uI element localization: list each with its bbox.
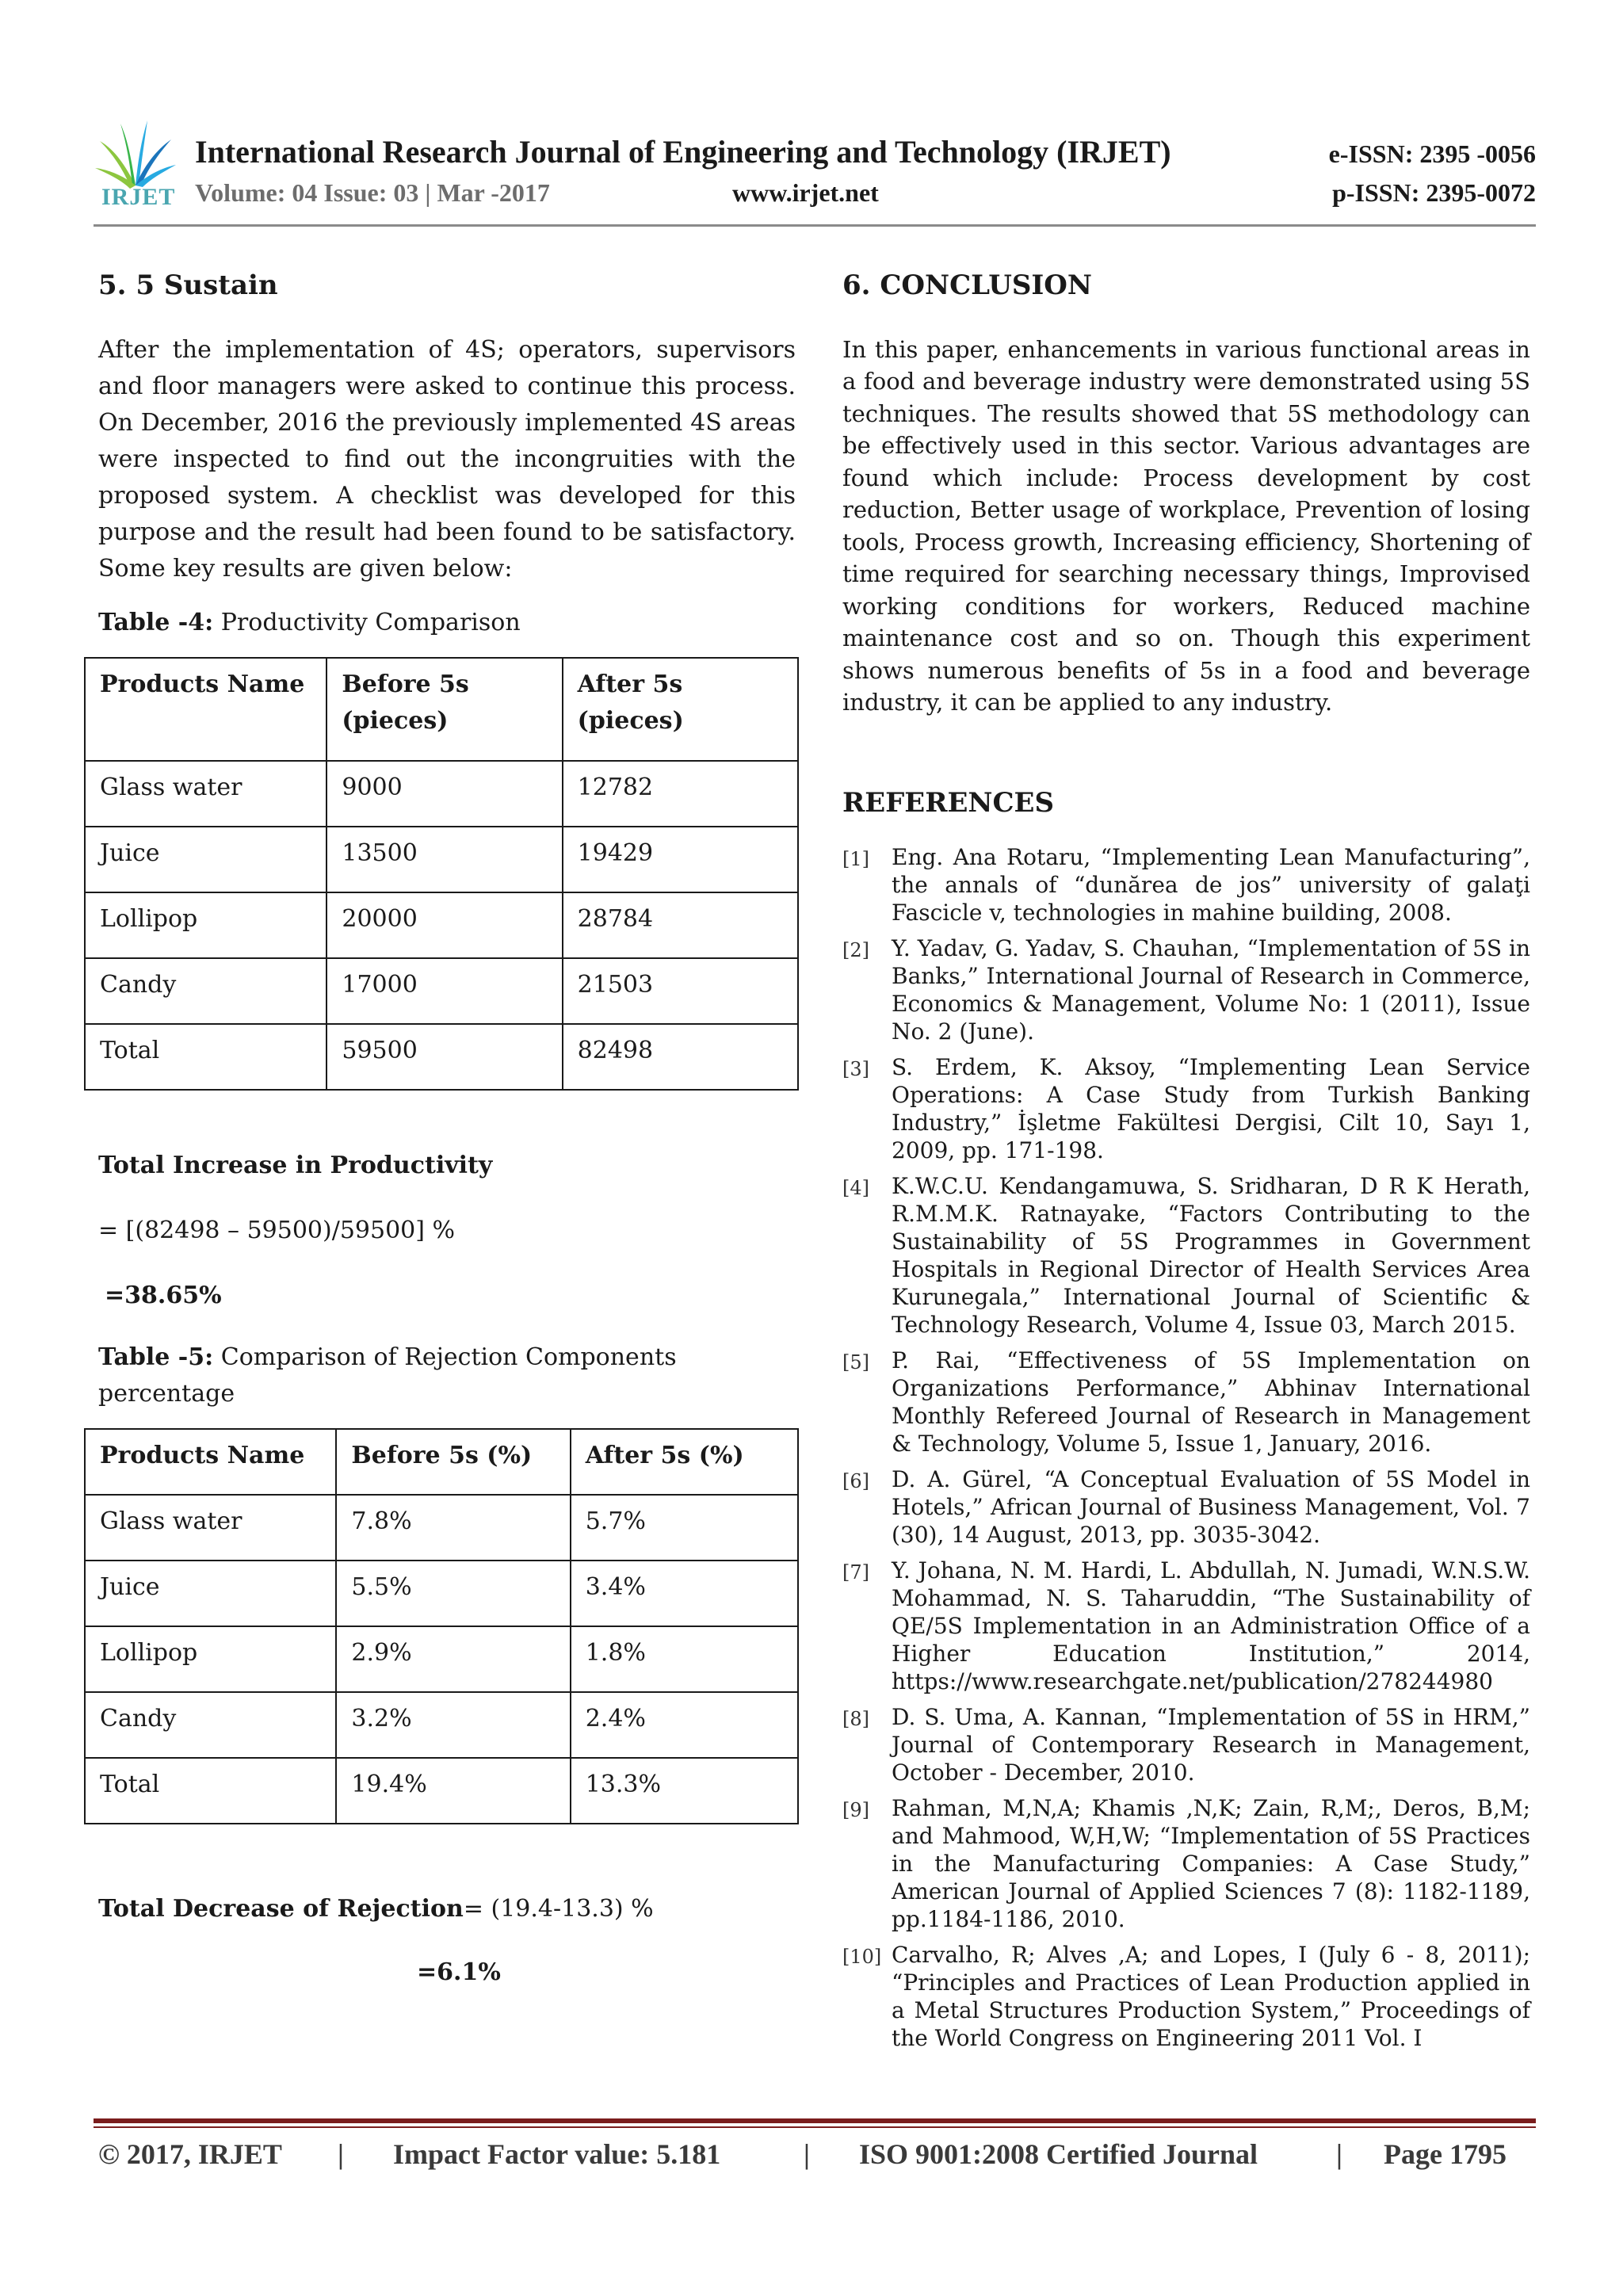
reference-item <box>842 1794 1530 1933</box>
footer-page-number: Page 1795 <box>1384 2138 1507 2170</box>
table-cell: 3.2% <box>336 1692 570 1758</box>
table-cell: Glass water <box>85 1495 336 1561</box>
reference-number: [10] <box>842 1945 882 1968</box>
table-cell: 19.4% <box>336 1758 570 1824</box>
footer-separator: | <box>338 2138 344 2170</box>
volume-issue: Volume: 04 Issue: 03 | Mar -2017 <box>195 178 550 207</box>
footer-divider <box>94 2118 1536 2123</box>
table-cell: Total <box>85 1758 336 1824</box>
table-header-cell: After 5s (%) <box>571 1429 798 1495</box>
table-cell: 2.4% <box>571 1692 798 1758</box>
table-cell: 9000 <box>327 761 562 827</box>
table-cell: Juice <box>85 827 327 892</box>
table-cell: 13.3% <box>571 1758 798 1824</box>
productivity-table <box>84 657 799 1091</box>
table-row <box>85 1626 798 1692</box>
reference-item <box>842 1703 1530 1786</box>
footer-separator: | <box>1336 2138 1342 2170</box>
table-cell: 1.8% <box>571 1626 798 1692</box>
table-cell: 7.8% <box>336 1495 570 1561</box>
reference-number: [5] <box>842 1350 869 1373</box>
rejection-formula: = (19.4-13.3) % <box>463 1894 654 1923</box>
reference-item <box>842 1172 1530 1339</box>
reference-text: Y. Johana, N. M. Hardi, L. Abdullah, N. Jumadi, W.N.S.W. Mohammad, N. S. Taharuddin, “The Sustainability of QE/5S Implementation in an Administration Office of a Higher Education Institution,” 2014, https://www.researchgate.net/publication/278244980 <box>892 1557 1530 1694</box>
reference-text: D. S. Uma, A. Kannan, “Implementation of 5S in HRM,” Journal of Contemporary Research in Management, October - December, 2010. <box>892 1703 1530 1786</box>
journal-website-link[interactable]: www.irjet.net <box>732 178 879 207</box>
reference-item <box>842 1941 1530 2052</box>
table5-caption <box>98 1339 796 1412</box>
table-row <box>85 958 798 1024</box>
table-cell: 5.5% <box>336 1561 570 1626</box>
table-cell: 82498 <box>563 1024 798 1090</box>
table-cell: 20000 <box>327 892 562 958</box>
journal-title: International Research Journal of Engineering and Technology (IRJET) <box>195 134 1171 170</box>
table-header-row <box>85 658 798 761</box>
reference-text: K.W.C.U. Kendangamuwa, S. Sridharan, D R K Herath, R.M.M.K. Ratnayake, “Factors Contributing to the Sustainability of 5S Programmes in Government Hospitals in Regional Director of Health Services Area Kurunegala,” International Journal of Scientific & Technology Research, Volume 4, Issue 03, March 2015. <box>892 1172 1530 1338</box>
reference-item <box>842 843 1530 926</box>
footer-divider-thin <box>94 2126 1536 2128</box>
table-row-total <box>85 1024 798 1090</box>
reference-text: Eng. Ana Rotaru, “Implementing Lean Manufacturing”, the annals of “dunărea de jos” university of galaţi Fascicle v, technologies in mahine building, 2008. <box>892 843 1530 926</box>
table-cell: 59500 <box>327 1024 562 1090</box>
rejection-summary <box>98 1891 796 1927</box>
table-cell: Candy <box>85 958 327 1024</box>
table-cell: 2.9% <box>336 1626 570 1692</box>
table-header-row <box>85 1429 798 1495</box>
table-row <box>85 761 798 827</box>
reference-number: [4] <box>842 1176 869 1199</box>
header-divider <box>94 224 1536 227</box>
footer-copyright: © 2017, IRJET <box>98 2138 282 2170</box>
table-cell: 3.4% <box>571 1561 798 1626</box>
table5-caption-text: Comparison of Rejection Components percentage <box>98 1343 677 1408</box>
table-cell: 21503 <box>563 958 798 1024</box>
section-heading-sustain: 5. 5 Sustain <box>98 269 278 301</box>
productivity-formula: = [(82498 – 59500)/59500] % <box>98 1216 456 1244</box>
reference-text: P. Rai, “Effectiveness of 5S Implementation on Organizations Performance,” Abhinav International Monthly Refereed Journal of Research in Management & Technology, Volume 5, Issue 1, January, 2016. <box>892 1347 1530 1457</box>
sustain-paragraph: After the implementation of 4S; operators, supervisors and floor managers were asked to continue this process. On December, 2016 the previously implemented 4S areas were inspected to find out the incongruities with the proposed system. A checklist was developed for this purpose and the result had been found to be satisfactory. Some key results are given below: <box>98 335 796 583</box>
table-cell: 19429 <box>563 827 798 892</box>
table-row <box>85 1561 798 1626</box>
table-row <box>85 1692 798 1758</box>
reference-list <box>842 843 1530 2052</box>
table5-caption-label: Table -5: <box>98 1343 214 1371</box>
section-heading-references: REFERENCES <box>842 786 1055 819</box>
table-cell: Lollipop <box>85 892 327 958</box>
reference-item <box>842 1557 1530 1695</box>
table-cell: Glass water <box>85 761 327 827</box>
reference-item <box>842 1053 1530 1164</box>
rejection-result: =6.1% <box>417 1958 501 1986</box>
reference-text: Rahman, M,N,A; Khamis ,N,K; Zain, R,M;, Deros, B,M; and Mahmood, W,H,W; “Implementation of 5S Practices in the Manufacturing Companies: A Case Study,” American Journal of Applied Sciences 7 (8): 1182-1189, pp.1184-1186, 2010. <box>892 1794 1530 1932</box>
table4-caption-text: Productivity Comparison <box>213 608 521 636</box>
table-row <box>85 1495 798 1561</box>
rejection-label: Total Decrease of Rejection <box>98 1894 464 1923</box>
reference-number: [8] <box>842 1707 869 1730</box>
table-header-cell: Products Name <box>85 658 327 761</box>
table-row <box>85 892 798 958</box>
table4-caption-label: Table -4: <box>98 608 214 636</box>
logo-text: IRJET <box>101 184 176 210</box>
reference-item <box>842 1347 1530 1457</box>
table-cell: 17000 <box>327 958 562 1024</box>
table-header-cell: Products Name <box>85 1429 336 1495</box>
page-header <box>94 111 1536 230</box>
table-cell: Lollipop <box>85 1626 336 1692</box>
e-issn: e-ISSN: 2395 -0056 <box>1328 139 1536 168</box>
reference-number: [6] <box>842 1469 869 1492</box>
reference-number: [3] <box>842 1057 869 1080</box>
reference-number: [1] <box>842 847 869 870</box>
productivity-heading: Total Increase in Productivity <box>98 1151 493 1179</box>
reference-item <box>842 1465 1530 1549</box>
reference-text: Carvalho, R; Alves ,A; and Lopes, I (July 6 - 8, 2011); “Principles and Practices of Lean Production applied in a Metal Structures Production System,” Proceedings of the World Congress on Engineering 2011 Vol. I <box>892 1941 1530 2051</box>
left-column <box>98 269 796 1991</box>
reference-text: Y. Yadav, G. Yadav, S. Chauhan, “Implementation of 5S in Banks,” International Journal of Research in Commerce, Economics & Management, Volume No: 1 (2011), Issue No. 2 (June). <box>892 934 1530 1045</box>
table-cell: Candy <box>85 1692 336 1758</box>
right-column <box>842 269 1530 2060</box>
p-issn: p-ISSN: 2395-0072 <box>1332 178 1536 207</box>
table-header-cell: After 5s (pieces) <box>563 658 798 761</box>
table-cell: Juice <box>85 1561 336 1626</box>
rejection-table <box>84 1428 799 1824</box>
table-cell: 12782 <box>563 761 798 827</box>
footer-impact-factor: Impact Factor value: 5.181 <box>393 2138 721 2170</box>
table-cell: 5.7% <box>571 1495 798 1561</box>
reference-number: [2] <box>842 938 869 961</box>
section-heading-conclusion: 6. CONCLUSION <box>842 269 1092 301</box>
reference-text: D. A. Gürel, “A Conceptual Evaluation of 5S Model in Hotels,” African Journal of Business Management, Vol. 7 (30), 14 August, 2013, pp. 3035-3042. <box>892 1465 1530 1548</box>
table4-caption <box>98 605 796 641</box>
conclusion-paragraph: In this paper, enhancements in various functional areas in a food and beverage industry were demonstrated using 5S techniques. The results showed that 5S methodology can be effectively used in this sector. Various advantages are found which include: Process development by cost reduction, Better usage of workplace, Prevention of losing tools, Process growth, Increasing efficiency, Shortening of time required for searching necessary things, Improvised working conditions for workers, Reduced machine maintenance cost and so on. Though this experiment shows numerous benefits of 5s in a food and beverage industry, it can be applied to any industry. <box>842 335 1530 716</box>
reference-item <box>842 934 1530 1045</box>
productivity-result: =38.65% <box>105 1281 222 1309</box>
table-row <box>85 827 798 892</box>
table-cell: Total <box>85 1024 327 1090</box>
reference-number: [9] <box>842 1798 869 1821</box>
table-row-total <box>85 1758 798 1824</box>
footer-iso: ISO 9001:2008 Certified Journal <box>859 2138 1258 2170</box>
footer-separator: | <box>804 2138 810 2170</box>
table-header-cell: Before 5s (pieces) <box>327 658 562 761</box>
table-cell: 13500 <box>327 827 562 892</box>
table-cell: 28784 <box>563 892 798 958</box>
reference-number: [7] <box>842 1561 869 1584</box>
reference-text: S. Erdem, K. Aksoy, “Implementing Lean Service Operations: A Case Study from Turkish Banking Industry,” İşletme Fakültesi Dergisi, Cilt 10, Sayı 1, 2009, pp. 171-198. <box>892 1053 1530 1163</box>
page-footer <box>98 2137 1525 2177</box>
table-header-cell: Before 5s (%) <box>336 1429 570 1495</box>
